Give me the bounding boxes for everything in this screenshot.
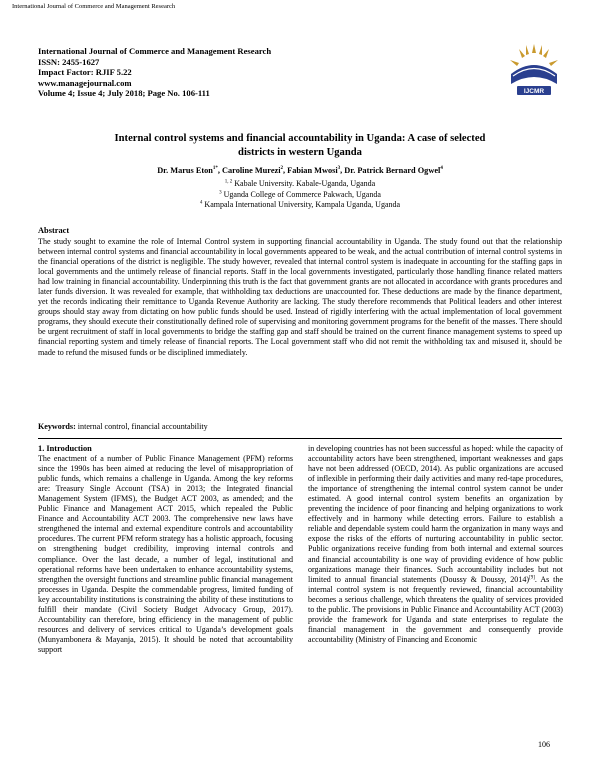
affiliation: Kabale University. Kabale-Uganda, Uganda [234,179,376,188]
affiliation-sup: 3 [219,189,222,195]
intro-right-text-a: in developing countries has not been successful as hoped: while the capacity of accountability actors have been strengthened, important weaknesses and gaps have not been addressed (OECD, 2014). As public organizations are accused of inflexible in performing their daily activities and many red-tape procedures, the importance of strengthening the internal control system cannot be under estimated. A good internal control system benefits an organization by preventing the incidence of poor financing and helping organizations to work effectively and in harmony while detecting errors. Failure to establish a reliable and dependable system could harm the organization in many ways and expose the risks of the efforts of nurturing accountability in public sector. Public organizations receive funding from both internal and external sources and financial accountability is one way of providing evidence of how public organizations manage their finances. Such accountability includes but not limited to annual financial statements (Doussy & Doussy, 2014) [308,444,563,584]
author-sup: 4 [440,166,443,172]
affiliation: Kampala International University, Kampala Uganda, Uganda [204,200,401,210]
journal-issn: ISSN: 2455-1627 [38,56,100,67]
keywords-label: Keywords: [38,422,76,431]
abstract-heading: Abstract [38,226,70,235]
abstract-text: The study sought to examine the role of Internal Control system in supporting financial accountability in Uganda. The study found out that the relationship between internal control systems and financial accountability in local governments appeared to be weak, and the actual contribution of internal control systems in the financial operations of the district is negligible. The study however, revealed that internal control system is inadequate in accounting for the staffing gaps in local governments and the untimely release of financial reports. Staff in the local governments investigated, particularly those handling finance related matters had low training in financial accountability. Underpinning this truth is the fact that government grants are not allocated in accordance with grants procedures and later funds diversion. It was revealed for example, that withholding tax deductions are unaccounted for. These deductions are made by the finance department, yet the records indicating their remittance to Uganda Revenue Authority are lacking. The study therefore recommends that Political leaders and other interest groups should stay away from dictating on how public funds should be used. Instead of rigidly interfering with the actual implementation of local government programs, they should execute their constitutionally defined role of supervising and monitoring government programs for the benefit of the masses. There should be urgent recruitment of staff in local governments to bridge the staffing gap and staff should be trained on the current finance management systems to speed up financial reporting system and timely release of financial reports. The Local government staff who did not remit the withholding tax and misused it, should be made to refund the misused funds or be disciplined immediately. [38,237,562,357]
author-name: Dr. Patrick Bernard Ogwel [344,166,441,175]
citation-sup: [9] [529,574,535,580]
running-head: International Journal of Commerce and Management Research [12,3,176,10]
page-number: 106 [538,740,550,749]
section-heading: 1. Introduction [38,444,92,453]
journal-logo-icon [505,40,563,100]
affiliation-sup: 1, 2 [224,179,233,185]
journal-meta [38,46,271,99]
affiliations [40,179,560,211]
author-name: Fabian Mwosi [287,166,338,175]
journal-impact-factor: Impact Factor: RJIF 5.22 [38,67,132,78]
author-sup: 2 [280,166,283,172]
journal-name: International Journal of Commerce and Management Research [38,46,272,56]
intro-right-text-b: . As the internal control system is not frequently reviewed, financial accountability becomes a serious challenge, which threatens the quality of services provided to the public. The provisions in Public Finance and Accountability ACT (2003) provide the framework for Uganda and state enterprises to regulate the financial management in the government and consequently provide accountability (Ministry of Financing and Economic [308,574,563,644]
right-column [308,444,563,645]
affiliation-sup: 4 [199,200,203,206]
author-name: Caroline Murezi [222,166,281,175]
author-name: Dr. Marus Eton [157,166,213,175]
keywords-text: internal control, financial accountability [77,422,208,431]
journal-website: www.managejournal.com [38,77,132,88]
intro-left-text: The enactment of a number of Public Finance Management (PFM) reforms since the 1990s has been aimed at reducing the level of misappropriation of public funds, which remains a challenge in Uganda. Among the key reforms are: Treasury Single Account (TSA) in 2013; the Integrated financial Management System (IFMS), the Budget ACT 2003, as amended; and the Public Finance and Management ACT 2015, which repealed the Public Finance and Accountability ACT 2003. The comprehensive new laws have strengthened the internal and external expenditure controls and accountability procedures. The current PFM reform strategy has a holistic approach, focusing on strengthening budget credibility, improving internal controls and compliance. Over the last decade, a number of legal, institutional and operational reforms have been undertaken to enhance accountability systems, strengthen the oversight functions and streamline public financial management processes in Uganda. Despite the commendable progress, limited funding of key accountability institutions is constraining the ability of these institutions to fulfill their mandate (Civil Society Budget Advocacy Group, 2017). Accountability can therefore, bring efficiency in the management of public resources and delivery of services critical to Uganda’s development goals (Munyambonera & Mayanja, 2015). It should be noted that accountability support [38,454,293,654]
author-sup: 3 [337,166,341,172]
section-divider [38,438,562,439]
left-column [38,444,293,655]
affiliation: Uganda College of Commerce Pakwach, Uganda [223,189,381,199]
logo-text: IJCMR [523,88,545,95]
journal-volume-line: Volume 4; Issue 4; July 2018; Page No. 106-111 [38,88,210,99]
keywords-line [38,422,208,431]
author-sup: 1* [212,166,218,172]
author-line: Dr. Marus Eton$^{1*}$, Caroline Murezi$^2$, Fabian Mwosi$^3$, Dr. Patrick Bernard Ogwel$^4$ [157,166,443,175]
paper-title: Internal control systems and financial accountability in Uganda: A case of selected districts in western Uganda [114,133,486,158]
